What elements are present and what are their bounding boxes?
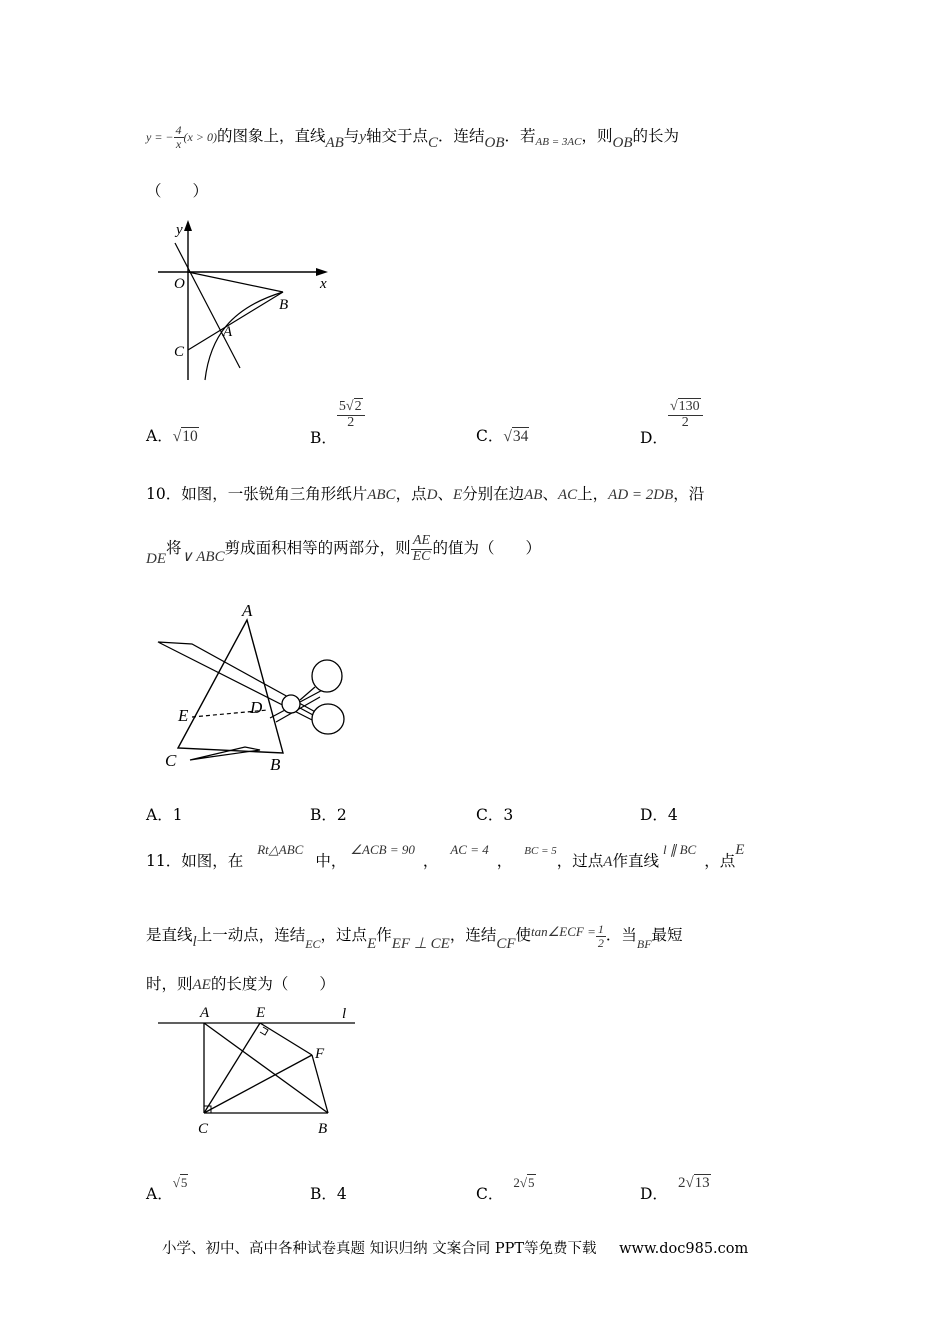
q9-option-a[interactable]: A．√10 [146,427,198,445]
q10-scissor-handle-upper [312,660,342,692]
q11-parallel: l ∥ BC [662,842,697,857]
q9-function-lhs: y = − [146,130,174,145]
q9-function-domain: (x > 0) [183,130,217,145]
q10-option-c[interactable]: C．3 [476,806,514,824]
q9-hyperbola [205,292,283,380]
q11-label-b: B [318,1121,328,1137]
q10-line1: 10．如图，一张锐角三角形纸片ABC，点D、E分别在边AB、AC上，AD = 2DB，沿 [146,485,705,503]
q11-perpendicular: EF ⊥ CE [391,936,450,953]
q11-segment-ab [204,1023,328,1113]
q11-rt-triangle: Rt△ABC [257,842,304,857]
q9-condition: AB = 3AC [535,136,582,149]
footer-url[interactable]: www.doc985.com [619,1241,749,1257]
q11-option-d[interactable]: D．2√13 [640,1175,710,1203]
q11-label-l: l [342,1006,347,1022]
q9-line1: y = − $\frac{4}{x}$ (x > 0)的图象上，直线AB与y轴交于点C．连结OB．若$_{AB = 3AC}$，则OB的长为 [146,123,679,152]
q10-ratio-fraction: $\frac{AE}{EC}$ [412,533,431,564]
q11-ac: AC = 4 [450,842,489,857]
q9-answer-paren: （ ） [146,182,209,200]
q11-line3: 时，则AE的长度为（ ） [146,975,335,993]
q9-option-d[interactable]: D． $\frac{√130}{2}$ [640,400,703,430]
q10-label-c: C [165,751,177,770]
q10-option-d[interactable]: D．4 [640,806,678,824]
q10-condition: AD = 2DB [608,487,674,503]
q9-label-y: y [176,222,183,238]
q9-y-arrow [184,220,192,231]
q11-figure [150,1000,370,1140]
q10-option-b[interactable]: B．2 [310,806,347,824]
q10-triangle-abc [178,620,283,753]
q9-x-arrow [316,268,328,276]
q9-label-c: C [174,344,185,360]
q10-scissor-handle-lower [312,704,344,734]
q10-label-e: E [178,706,189,725]
q11-segment-ef [260,1023,312,1055]
q11-line1: 11．如图，在Rt△ABC中，∠ACB = 90，AC = 4，BC = 5，过点A作直线l ∥ BC，点E [146,842,745,870]
q11-tangent: tan∠ECF = [531,924,596,940]
footer-text: 小学、初中、高中各种试卷真题 知识归纳 文案合同 PPT等免费下载 [162,1241,597,1257]
q10-line2: DE将∨ ABC剪成面积相等的两部分，则 $\frac{AE}{EC}$ 的值为（ ） [146,533,541,568]
q9-segment-ob [188,272,283,292]
q10-scissor-pivot [282,695,300,713]
q9-line-through-origin [175,243,240,368]
q9-line-ab [188,292,283,350]
q11-option-a[interactable]: A．√5 [146,1175,188,1203]
q11-label-a: A [200,1005,210,1021]
q11-label-e: E [256,1005,266,1021]
q11-option-b[interactable]: B．4 [310,1185,347,1203]
q11-bc: BC = 5 [524,845,557,857]
q11-right-angle-e [260,1027,268,1035]
q10-label-a: A [242,601,253,620]
q11-label-c: C [198,1121,209,1137]
q9-option-b[interactable]: B． $\frac{5√2}{2}$ [310,400,365,430]
q11-label-f: F [315,1046,325,1062]
q11-angle: ∠ACB = 90 [350,842,415,857]
q10-option-a[interactable]: A．1 [146,806,183,824]
q10-figure [150,600,360,780]
q9-option-c[interactable]: C．√34 [476,427,529,445]
q11-segment-cf [204,1055,312,1113]
q11-line2: 是直线l上一动点，连结$_{EC}$，过点E作EF ⊥ CE，连结CF使$^{tan\angle ECF =}$ $\frac{1}{2}$ ．当$_{BF}$最短 [146,922,683,953]
q9-label-o: O [174,276,185,292]
q10-label-b: B [270,755,281,774]
page-footer [162,1237,748,1258]
q9-label-x: x [320,276,327,292]
q9-function-fraction: $\frac{4}{x}$ [175,123,182,151]
q9-label-a: A [223,324,233,340]
q9-figure [150,218,350,388]
q11-segment-fb [312,1055,328,1113]
q9-label-b: B [279,297,289,313]
q11-option-c[interactable]: C．2√5 [476,1175,535,1203]
q11-tangent-fraction: $\frac{1}{2}$ [597,922,604,950]
q11-segment-ec [204,1023,260,1113]
q10-label-d: D [250,698,263,717]
